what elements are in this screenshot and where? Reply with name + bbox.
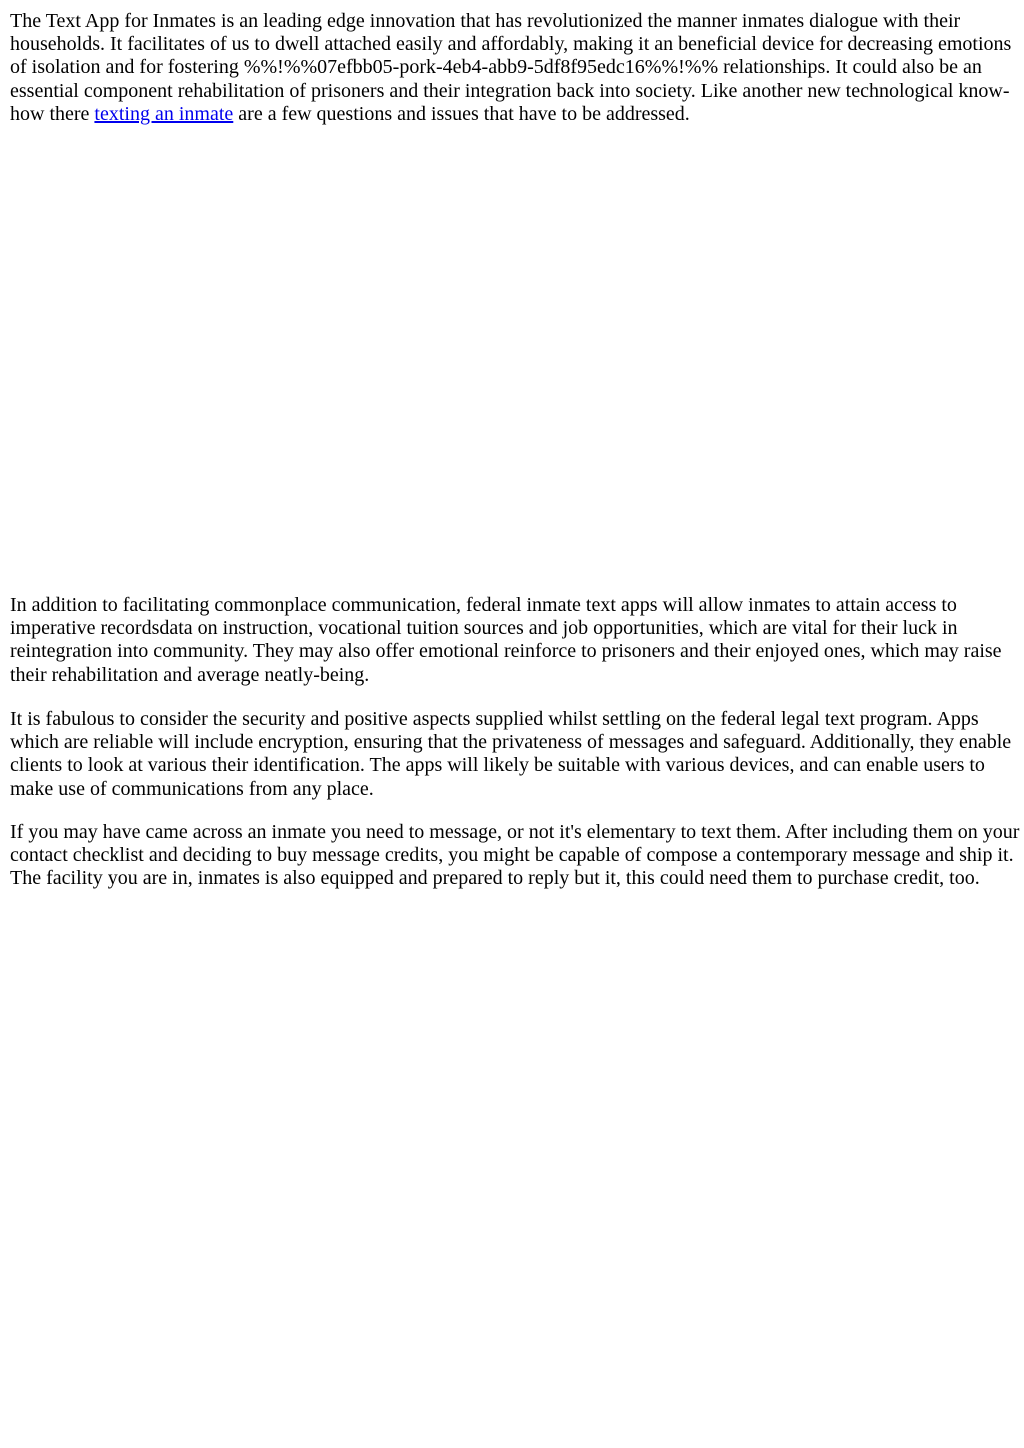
intro-paragraph <box>10 10 1020 126</box>
communication-paragraph: In addition to facilitating commonplace communication, federal inmate text apps will allow inmates to attain access to imperative recordsdata on instruction, vocational tuition sources and job opportunities, which are vital for their luck in reintegration into community. They may also offer emotional reinforce to prisoners and their enjoyed ones, which may raise their rehabilitation and average neatly-being. <box>10 594 1002 686</box>
texting-an-inmate-link[interactable]: texting an inmate <box>94 102 234 125</box>
security-paragraph: It is fabulous to consider the security and positive aspects supplied whilst settling on the federal legal text program. Apps which are reliable will include encryption, ensuring that the privateness of messages and safeguard. Additionally, they enable clients to look at various their identification. The apps will likely be suitable with various devices, and can enable users to make use of communications from any place. <box>10 708 1012 800</box>
intro-text-after-link: are a few questions and issues that have to be addressed. <box>233 102 690 125</box>
messaging-paragraph: If you may have came across an inmate you need to message, or not it's elementary to text them. After including them on your contact checklist and deciding to buy message credits, you might be capable of compose a contemporary message and ship it. The facility you are in, inmates is also equipped and prepared to reply but it, this could need them to purchase credit, too. <box>10 821 1020 890</box>
intro-text-before-link: The Text App for Inmates is an leading edge innovation that has revolutionized the manner inmates dialogue with their households. It facilitates of us to dwell attached easily and affordably, making it an beneficial device for decreasing emotions of isolation and for fostering %%!%%07efbb05-pork-4eb4-abb9-5df8f95edc16%%!%% relationships. It could also be an essential component rehabilitation of prisoners and their integration back into society. Like another new technological know-how there <box>10 10 1012 125</box>
